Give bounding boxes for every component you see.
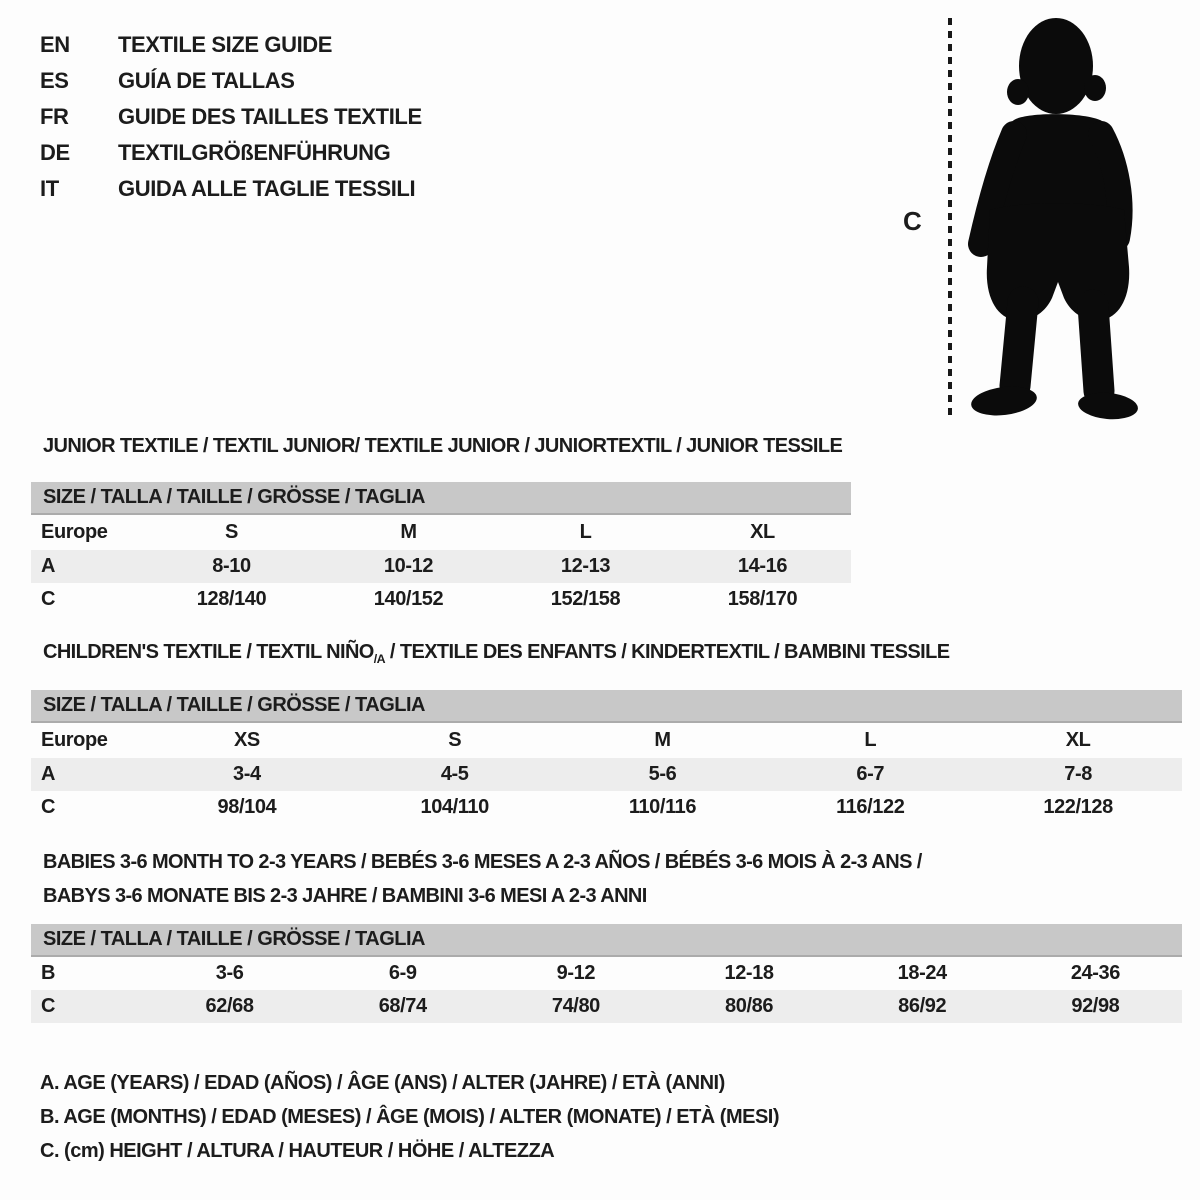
age-cell: 7-8 <box>974 758 1182 791</box>
age-cell: 10-12 <box>320 550 497 583</box>
row-label: C <box>31 990 143 1023</box>
table-row <box>31 514 851 550</box>
height-cell: 104/110 <box>420 796 489 818</box>
row-label: B <box>41 962 56 984</box>
lang-title: GUIDA ALLE TAGLIE TESSILI <box>118 176 416 201</box>
size-cell: XS <box>233 729 260 751</box>
babies-title-line1: BABIES 3-6 MONTH TO 2-3 YEARS / BEBÉS 3-6 MESES A 2-3 AÑOS / BÉBÉS 3-6 MOIS À 2-3 ANS / <box>43 851 922 873</box>
table-row <box>31 583 851 616</box>
age-cell: 6-7 <box>766 758 974 791</box>
size-cell: S <box>448 729 462 751</box>
height-measure-label: C <box>903 206 922 236</box>
babies-size-table <box>31 924 1182 1023</box>
table-row <box>31 956 1182 990</box>
lang-code: DE <box>40 140 70 165</box>
size-header-row <box>31 482 851 514</box>
age-cell: 4-5 <box>351 758 559 791</box>
babies-title-line2: BABYS 3-6 MONATE BIS 2-3 JAHRE / BAMBINI 3-6 MESI A 2-3 ANNI <box>43 885 647 907</box>
junior-section-title: JUNIOR TEXTILE / TEXTIL JUNIOR/ TEXTILE JUNIOR / JUNIORTEXTIL / JUNIOR TESSILE <box>43 435 843 457</box>
row-label: Europe <box>41 521 108 543</box>
children-title-prefix: CHILDREN'S TEXTILE / TEXTIL NIÑO <box>43 641 374 663</box>
height-cell: 92/98 <box>1009 990 1182 1023</box>
legend-line-c: C. (cm) HEIGHT / ALTURA / HAUTEUR / HÖHE / ALTEZZA <box>40 1140 555 1162</box>
height-cell: 62/68 <box>143 990 316 1023</box>
lang-row-es <box>40 63 422 99</box>
size-cell: M <box>654 729 671 751</box>
legend <box>40 1066 779 1168</box>
row-label: A <box>31 550 143 583</box>
size-header: SIZE / TALLA / TAILLE / GRÖSSE / TAGLIA <box>31 482 851 514</box>
height-cell: 86/92 <box>836 990 1009 1023</box>
row-label: C <box>41 796 56 818</box>
size-cell: L <box>579 521 592 543</box>
age-cell: 9-12 <box>556 962 596 984</box>
age-cell: 8-10 <box>143 550 320 583</box>
height-cell: 98/104 <box>217 796 277 818</box>
table-row <box>31 758 1182 791</box>
junior-size-table <box>31 482 851 616</box>
toddler-silhouette-icon <box>962 14 1139 420</box>
babies-section-title <box>43 845 922 913</box>
size-cell: XL <box>750 521 775 543</box>
table-row <box>31 722 1182 758</box>
language-title-list <box>40 27 422 207</box>
row-label: A <box>31 758 143 791</box>
age-cell: 3-6 <box>215 962 244 984</box>
lang-title: TEXTILE SIZE GUIDE <box>118 32 333 57</box>
height-cell: 110/116 <box>628 796 697 818</box>
row-label: C <box>41 588 56 610</box>
age-cell: 18-24 <box>897 962 947 984</box>
lang-row-fr <box>40 99 422 135</box>
table-row <box>31 990 1182 1023</box>
age-cell: 6-9 <box>388 962 417 984</box>
size-cell: S <box>225 521 238 543</box>
size-header: SIZE / TALLA / TAILLE / GRÖSSE / TAGLIA <box>31 924 1182 956</box>
age-cell: 5-6 <box>559 758 767 791</box>
row-label: Europe <box>41 729 108 751</box>
lang-row-de <box>40 135 422 171</box>
size-header-row <box>31 924 1182 956</box>
age-cell: 24-36 <box>1070 962 1120 984</box>
height-cell: 122/128 <box>1043 796 1113 818</box>
children-title-suffix: / TEXTILE DES ENFANTS / KINDERTEXTIL / BAMBINI TESSILE <box>384 641 950 663</box>
size-header: SIZE / TALLA / TAILLE / GRÖSSE / TAGLIA <box>31 690 1182 722</box>
legend-line-a: A. AGE (YEARS) / EDAD (AÑOS) / ÂGE (ANS) / ALTER (JAHRE) / ETÀ (ANNI) <box>40 1072 725 1094</box>
lang-row-en <box>40 27 422 63</box>
lang-code: EN <box>40 32 70 57</box>
height-cell: 152/158 <box>550 588 621 610</box>
age-cell: 12-18 <box>724 962 774 984</box>
age-cell: 3-4 <box>143 758 351 791</box>
children-title-sub: /A <box>373 652 385 666</box>
lang-code: IT <box>40 176 59 201</box>
legend-line-b: B. AGE (MONTHS) / EDAD (MESES) / ÂGE (MOIS) / ALTER (MONATE) / ETÀ (MESI) <box>40 1106 780 1128</box>
age-cell: 14-16 <box>674 550 851 583</box>
height-dashed-line <box>948 18 952 416</box>
children-size-table <box>31 690 1182 824</box>
height-cell: 140/152 <box>373 588 444 610</box>
table-row <box>31 791 1182 824</box>
height-cell: 128/140 <box>196 588 267 610</box>
children-section-title <box>43 641 949 666</box>
height-cell: 68/74 <box>316 990 489 1023</box>
size-cell: M <box>400 521 417 543</box>
size-cell: XL <box>1065 729 1091 751</box>
lang-title: GUÍA DE TALLAS <box>118 68 295 93</box>
table-row <box>31 550 851 583</box>
height-cell: 158/170 <box>727 588 798 610</box>
lang-code: FR <box>40 104 69 129</box>
height-cell: 80/86 <box>662 990 835 1023</box>
lang-row-it <box>40 171 422 207</box>
height-cell: 116/122 <box>836 796 905 818</box>
size-cell: L <box>864 729 877 751</box>
lang-title: GUIDE DES TAILLES TEXTILE <box>118 104 422 129</box>
lang-code: ES <box>40 68 69 93</box>
height-cell: 74/80 <box>489 990 662 1023</box>
age-cell: 12-13 <box>497 550 674 583</box>
size-header-row <box>31 690 1182 722</box>
lang-title: TEXTILGRÖßENFÜHRUNG <box>118 140 391 165</box>
